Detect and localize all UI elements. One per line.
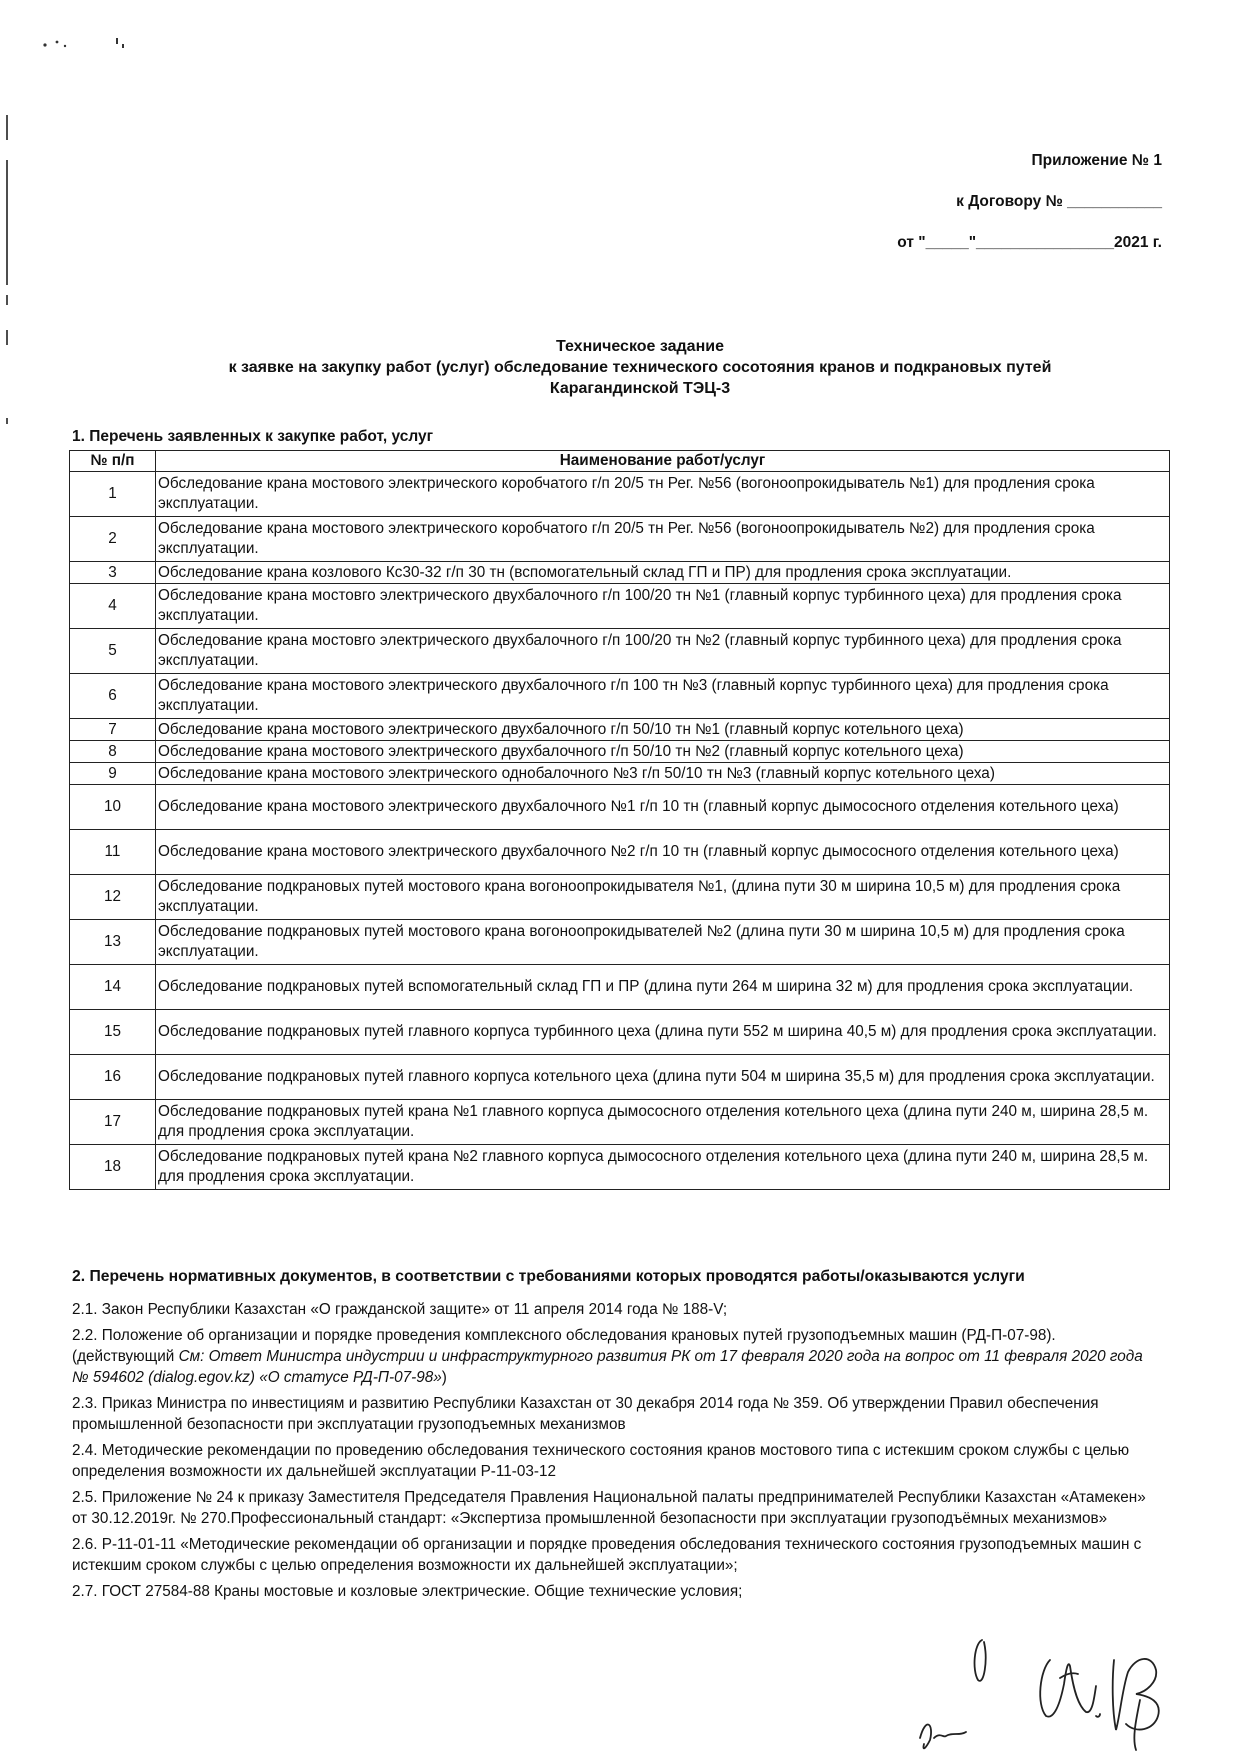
row-number: 11: [70, 830, 156, 875]
table-row: [70, 674, 1170, 719]
row-work-name: Обследование крана мостового электрического однобалочного №3 г/п 50/10 тн №3 (главный корпус котельного цеха): [156, 763, 1170, 785]
title-line-3: Карагандинской ТЭЦ-3: [549, 380, 731, 397]
row-number: 16: [70, 1055, 156, 1100]
row-work-name: Обследование подкрановых путей крана №2 главного корпуса дымососного отделения котельного цеха (длина пути 240 м, ширина 28,5 м. для продления срока эксплуатации.: [156, 1145, 1170, 1190]
row-work-name: Обследование крана мостового электрического коробчатого г/п 20/5 тн Рег. №56 (вогоноопрокидыватель №2) для продления срока эксплуатации.: [156, 517, 1170, 562]
table-row: [70, 1100, 1170, 1145]
norm-item-2-2-close: ): [441, 1369, 447, 1386]
row-number: 15: [70, 1010, 156, 1055]
row-work-name: Обследование крана козлового Кс30-32 г/п 30 тн (вспомогательный склад ГП и ПР) для продления срока эксплуатации.: [156, 562, 1170, 584]
table-row: [70, 875, 1170, 920]
row-work-name: Обследование крана мостового электрического двухбалочного г/п 100 тн №3 (главный корпус турбинного цеха) для продления срока эксплуатации.: [156, 674, 1170, 719]
section-1-title: 1. Перечень заявленных к закупке работ, услуг: [72, 428, 434, 445]
row-work-name: Обследование подкрановых путей главного корпуса котельного цеха (длина пути 504 м ширина 35,5 м) для продления срока эксплуатации.: [156, 1055, 1170, 1100]
works-table-body: [70, 472, 1170, 1190]
title-line-1: Техническое задание: [556, 338, 724, 355]
table-row: [70, 517, 1170, 562]
contract-date-line: от "_____"________________2021 г.: [897, 234, 1162, 251]
table-row: [70, 562, 1170, 584]
row-work-name: Обследование крана мостового электрического двухбалочного г/п 50/10 тн №1 (главный корпус котельного цеха): [156, 719, 1170, 741]
table-row: [70, 830, 1170, 875]
table-row: [70, 629, 1170, 674]
norm-item-2-4: 2.4. Методические рекомендации по проведению обследования технического состояния кранов мостового типа с истекшим сроком службы с целью определения возможности их дальнейшей эксплуатации Р-11-03-12: [72, 1442, 1130, 1480]
row-number: 4: [70, 584, 156, 629]
table-row: [70, 1055, 1170, 1100]
norm-item-2-2-main: 2.2. Положение об организации и порядке проведения комплексного обследования крановых путей грузоподъемных машин (РД-П-07-98). (действующий: [72, 1327, 1056, 1365]
row-number: 14: [70, 965, 156, 1010]
row-work-name: Обследование подкрановых путей крана №1 главного корпуса дымососного отделения котельного цеха (длина пути 240 м, ширина 28,5 м. для продления срока эксплуатации.: [156, 1100, 1170, 1145]
document-title: [150, 336, 1130, 399]
table-row: [70, 584, 1170, 629]
row-number: 9: [70, 763, 156, 785]
table-row: [70, 920, 1170, 965]
row-work-name: Обследование крана мостового электрического двухбалочного №1 г/п 10 тн (главный корпус дымососного отделения котельного цеха): [156, 785, 1170, 830]
norm-item-2-7: 2.7. ГОСТ 27584-88 Краны мостовые и козловые электрические. Общие технические условия;: [72, 1583, 743, 1600]
row-work-name: Обследование крана мостового электрического двухбалочного г/п 50/10 тн №2 (главный корпус котельного цеха): [156, 741, 1170, 763]
norm-item-2-1: 2.1. Закон Республики Казахстан «О гражданской защите» от 11 апреля 2014 года № 188-V;: [72, 1301, 728, 1318]
column-header-name: Наименование работ/услуг: [156, 451, 1170, 472]
table-row: [70, 763, 1170, 785]
norm-item-2-2: [72, 1325, 1162, 1388]
title-line-2: к заявке на закупку работ (услуг) обследование технического сосотояния кранов и подкрановых путей: [228, 359, 1052, 376]
contract-number-line: к Договору № ___________: [956, 193, 1162, 210]
row-work-name: Обследование подкрановых путей главного корпуса турбинного цеха (длина пути 552 м ширина 40,5 м) для продления срока эксплуатации.: [156, 1010, 1170, 1055]
row-work-name: Обследование крана мостовго электрического двухбалочного г/п 100/20 тн №1 (главный корпус турбинного цеха) для продления срока эксплуатации.: [156, 584, 1170, 629]
appendix-header: [897, 140, 1162, 263]
row-number: 12: [70, 875, 156, 920]
row-number: 17: [70, 1100, 156, 1145]
row-work-name: Обследование подкрановых путей мостового крана вогоноопрокидывателя №1, (длина пути 30 м ширина 10,5 м) для продления срока эксплуатации.: [156, 875, 1170, 920]
works-table: [69, 450, 1170, 1190]
normative-documents-list: [72, 1299, 1162, 1607]
norm-item-2-3: 2.3. Приказ Министра по инвестициям и развитию Республики Казахстан от 30 декабря 2014 года № 359. Об утверждении Правил обеспечения промышленной безопасности при эксплуатации грузоподъемных механизмов: [72, 1395, 1099, 1433]
row-number: 7: [70, 719, 156, 741]
row-number: 6: [70, 674, 156, 719]
table-row: [70, 785, 1170, 830]
appendix-number: Приложение № 1: [1031, 152, 1162, 169]
row-number: 10: [70, 785, 156, 830]
row-work-name: Обследование крана мостового электрического коробчатого г/п 20/5 тн Рег. №56 (вогоноопрокидыватель №1) для продления срока эксплуатации.: [156, 472, 1170, 517]
norm-item-2-5: 2.5. Приложение № 24 к приказу Заместителя Председателя Правления Национальной палаты предпринимателей Республики Казахстан «Атамекен» от 30.12.2019г. № 270.Профессиональный стандарт: «Экспертиза промышленной безопасности при эксплуатации грузоподъёмных механизмов»: [72, 1489, 1146, 1527]
column-header-number: № п/п: [70, 451, 156, 472]
row-number: 3: [70, 562, 156, 584]
section-2-title: 2. Перечень нормативных документов, в соответствии с требованиями которых проводятся работы/оказываются услуги: [72, 1268, 1025, 1285]
row-work-name: Обследование крана мостового электрического двухбалочного №2 г/п 10 тн (главный корпус дымососного отделения котельного цеха): [156, 830, 1170, 875]
row-number: 5: [70, 629, 156, 674]
row-number: 1: [70, 472, 156, 517]
row-work-name: Обследование крана мостовго электрического двухбалочного г/п 100/20 тн №2 (главный корпус турбинного цеха) для продления срока эксплуатации.: [156, 629, 1170, 674]
norm-item-2-2-note: См: Ответ Министра индустрии и инфраструктурного развития РК от 17 февраля 2020 года на вопрос от 11 февраля 2020 года № 594602 (dialog.egov.kz) «О статусе РД-П-07-98»: [72, 1348, 1143, 1386]
row-number: 13: [70, 920, 156, 965]
row-work-name: Обследование подкрановых путей мостового крана вогоноопрокидывателей №2 (длина пути 30 м ширина 10,5 м) для продления срока эксплуатации.: [156, 920, 1170, 965]
table-row: [70, 1145, 1170, 1190]
table-row: [70, 741, 1170, 763]
handwritten-signatures: [900, 1620, 1200, 1754]
row-number: 8: [70, 741, 156, 763]
row-number: 2: [70, 517, 156, 562]
row-number: 18: [70, 1145, 156, 1190]
row-work-name: Обследование подкрановых путей вспомогательный склад ГП и ПР (длина пути 264 м ширина 32 м) для продления срока эксплуатации.: [156, 965, 1170, 1010]
table-row: [70, 965, 1170, 1010]
table-row: [70, 472, 1170, 517]
norm-item-2-6: 2.6. Р-11-01-11 «Методические рекомендации об организации и порядке проведения обследования технического состояния грузоподъемных машин с истекшим сроком службы с целью определения возможности их дальнейшей эксплуатации»;: [72, 1536, 1142, 1574]
table-row: [70, 719, 1170, 741]
table-row: [70, 1010, 1170, 1055]
